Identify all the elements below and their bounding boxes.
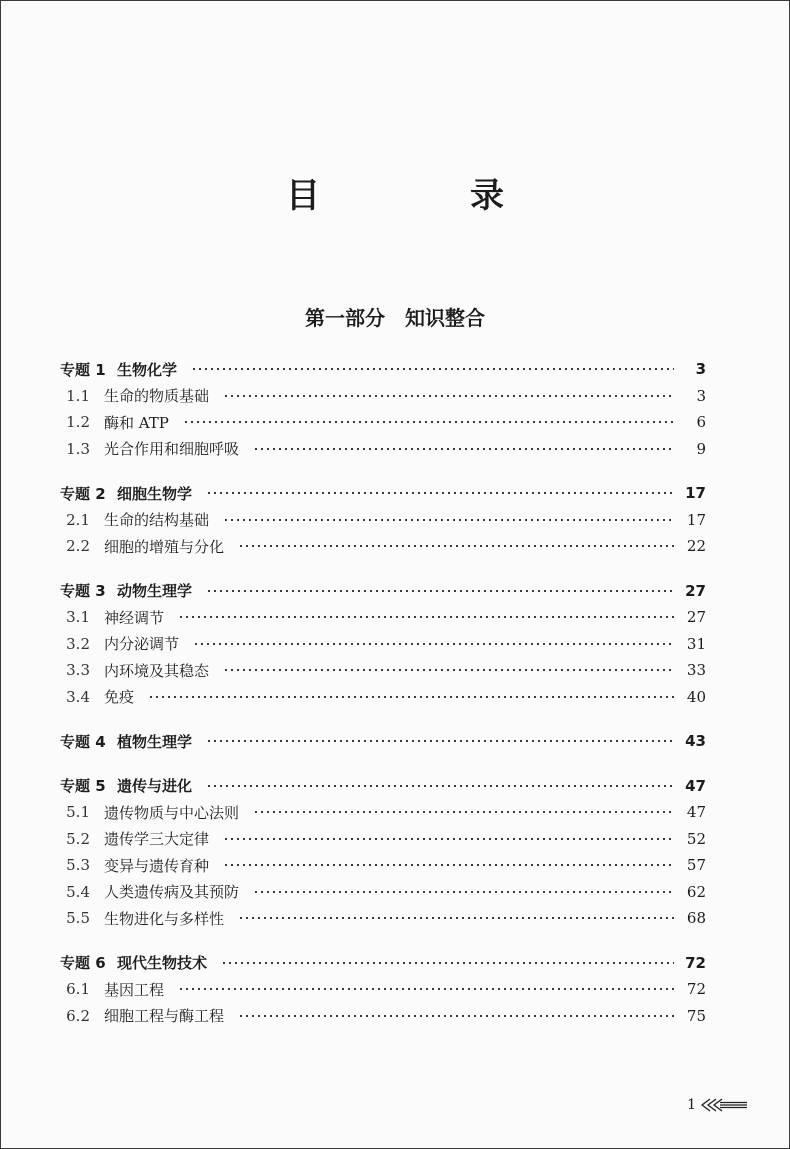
section-number: 5.1 <box>66 803 90 822</box>
section-page: 57 <box>686 856 706 875</box>
section-label: 免疫 <box>104 688 135 707</box>
section-number: 2.1 <box>66 510 90 529</box>
toc-topic-5 <box>0 773 790 932</box>
section-label: 酶和 ATP <box>104 413 169 432</box>
dot-leader <box>223 838 674 840</box>
topic-page: 17 <box>685 484 706 503</box>
section-label: 遗传学三大定律 <box>104 830 210 849</box>
section-number: 5.5 <box>66 909 90 928</box>
toc-section-row[interactable] <box>0 826 790 853</box>
dot-leader <box>148 696 674 698</box>
toc-section-row[interactable] <box>0 657 790 684</box>
part-title: 第一部分 知识整合 <box>305 306 485 330</box>
dot-leader <box>206 740 674 742</box>
section-page: 52 <box>686 829 706 848</box>
section-number: 5.2 <box>66 829 90 848</box>
toc-topic-2 <box>0 480 790 560</box>
dot-leader <box>206 785 674 787</box>
toc-section-row[interactable] <box>0 604 790 631</box>
section-page: 3 <box>696 386 706 405</box>
toc-section-row[interactable] <box>0 533 790 560</box>
section-page: 47 <box>686 803 706 822</box>
table-of-contents <box>0 356 790 1047</box>
topic-label: 遗传与进化 <box>117 777 193 796</box>
section-label: 神经调节 <box>104 608 165 627</box>
dot-leader <box>223 395 674 397</box>
page-number: 1 <box>687 1097 696 1113</box>
topic-number: 专题 6 <box>60 954 106 973</box>
section-number: 6.2 <box>66 1006 90 1025</box>
section-number: 6.1 <box>66 980 90 999</box>
section-label: 细胞的增殖与分化 <box>104 537 225 556</box>
toc-section-row[interactable] <box>0 383 790 410</box>
topic-label: 生物化学 <box>117 360 178 379</box>
topic-page: 27 <box>685 581 706 600</box>
section-number: 1.3 <box>66 439 90 458</box>
topic-page: 3 <box>695 360 706 379</box>
section-label: 内环境及其稳态 <box>104 661 210 680</box>
topic-label: 现代生物技术 <box>117 954 208 973</box>
toc-section-row[interactable] <box>0 905 790 932</box>
toc-topic-row[interactable] <box>0 950 790 977</box>
section-number: 3.4 <box>66 687 90 706</box>
section-label: 人类遗传病及其预防 <box>104 883 240 902</box>
topic-label: 细胞生物学 <box>117 484 193 503</box>
dot-leader <box>253 811 674 813</box>
section-label: 内分泌调节 <box>104 635 180 654</box>
toc-section-row[interactable] <box>0 852 790 879</box>
toc-section-row[interactable] <box>0 879 790 906</box>
section-label: 光合作用和细胞呼吸 <box>104 440 240 459</box>
section-number: 3.1 <box>66 608 90 627</box>
dot-leader <box>191 368 674 370</box>
section-number: 3.3 <box>66 661 90 680</box>
topic-page: 43 <box>685 732 706 751</box>
toc-topic-3 <box>0 578 790 711</box>
section-page: 9 <box>696 439 706 458</box>
toc-section-row[interactable] <box>0 631 790 658</box>
toc-section-row[interactable] <box>0 684 790 711</box>
section-page: 72 <box>686 980 706 999</box>
section-number: 3.2 <box>66 634 90 653</box>
dot-leader <box>206 492 674 494</box>
section-page: 22 <box>686 537 706 556</box>
dot-leader <box>223 519 674 521</box>
toc-topic-row[interactable] <box>0 480 790 507</box>
dot-leader <box>178 616 674 618</box>
section-page: 68 <box>686 909 706 928</box>
section-page: 17 <box>686 510 706 529</box>
section-label: 生命的结构基础 <box>104 511 210 530</box>
topic-label: 动物生理学 <box>117 582 193 601</box>
toc-topic-row[interactable] <box>0 773 790 800</box>
dot-leader <box>193 643 674 645</box>
dot-leader <box>206 590 674 592</box>
dot-leader <box>253 891 674 893</box>
section-label: 细胞工程与酶工程 <box>104 1007 225 1026</box>
section-number: 5.4 <box>66 882 90 901</box>
toc-section-row[interactable] <box>0 976 790 1003</box>
topic-number: 专题 3 <box>60 582 106 601</box>
toc-section-row[interactable] <box>0 507 790 534</box>
section-page: 33 <box>686 661 706 680</box>
topic-page: 72 <box>685 953 706 972</box>
page-title: 目 录 <box>286 176 562 216</box>
toc-topic-6 <box>0 950 790 1030</box>
section-number: 1.1 <box>66 386 90 405</box>
toc-section-row[interactable] <box>0 409 790 436</box>
toc-topic-row[interactable] <box>0 578 790 605</box>
section-number: 1.2 <box>66 413 90 432</box>
dot-leader <box>238 545 674 547</box>
topic-label: 植物生理学 <box>117 732 193 751</box>
section-page: 40 <box>686 687 706 706</box>
section-page: 31 <box>686 634 706 653</box>
dot-leader <box>178 988 674 990</box>
section-label: 遗传物质与中心法则 <box>104 803 240 822</box>
toc-topic-row[interactable] <box>0 356 790 383</box>
toc-section-row[interactable] <box>0 436 790 463</box>
section-number: 5.3 <box>66 856 90 875</box>
dot-leader <box>223 864 674 866</box>
section-label: 生命的物质基础 <box>104 387 210 406</box>
section-page: 75 <box>686 1006 706 1025</box>
section-label: 变异与遗传育种 <box>104 856 210 875</box>
dot-leader <box>221 962 674 964</box>
topic-number: 专题 4 <box>60 732 106 751</box>
dot-leader <box>238 917 674 919</box>
toc-section-row[interactable] <box>0 799 790 826</box>
page-footer <box>687 1097 748 1113</box>
topic-number: 专题 1 <box>60 360 106 379</box>
topic-number: 专题 5 <box>60 777 106 796</box>
dot-leader <box>238 1015 674 1017</box>
topic-page: 47 <box>685 776 706 795</box>
toc-topic-1 <box>0 356 790 462</box>
dot-leader <box>253 448 674 450</box>
triple-chevron-left-icon <box>700 1098 748 1112</box>
toc-topic-row[interactable] <box>0 728 790 755</box>
section-page: 27 <box>686 608 706 627</box>
dot-leader <box>183 421 674 423</box>
section-page: 62 <box>686 882 706 901</box>
section-page: 6 <box>696 413 706 432</box>
section-label: 生物进化与多样性 <box>104 909 225 928</box>
toc-section-row[interactable] <box>0 1003 790 1030</box>
topic-number: 专题 2 <box>60 484 106 503</box>
section-number: 2.2 <box>66 537 90 556</box>
section-label: 基因工程 <box>104 980 165 999</box>
dot-leader <box>223 669 674 671</box>
toc-topic-4 <box>0 728 790 755</box>
